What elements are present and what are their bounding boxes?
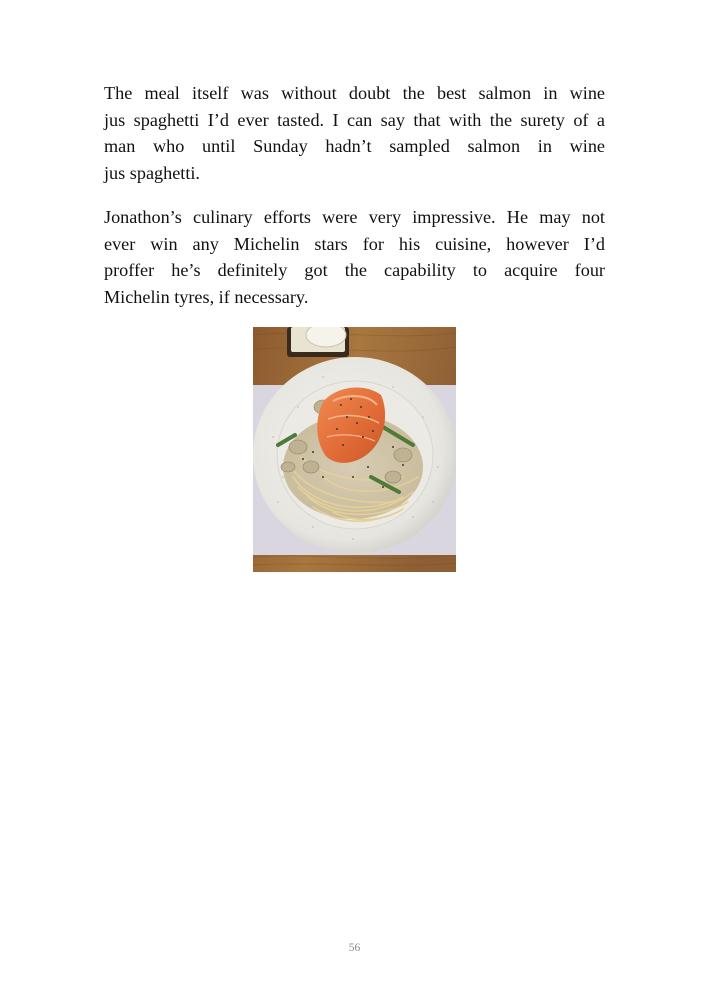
page-number: 56 xyxy=(348,942,361,954)
paragraph-line: man who until Sunday hadn’t sampled salmon in wine xyxy=(104,136,605,157)
paragraph-line: jus spaghetti I’d ever tasted. I can say that with the surety of a xyxy=(104,109,605,130)
salmon-spaghetti-photo xyxy=(253,327,456,572)
paragraph-line: The meal itself was without doubt the best salmon in wine xyxy=(104,83,605,103)
paragraph-line: proffer he’s definitely got the capability to acquire four xyxy=(104,260,605,281)
paragraph-line: Michelin tyres, if necessary. xyxy=(104,287,309,308)
paragraph-line: Jonathon’s culinary efforts were very impressive. He may not xyxy=(104,207,605,227)
paragraph-1 xyxy=(104,80,605,187)
paragraph-2 xyxy=(104,204,605,311)
paragraph-line: ever win any Michelin stars for his cuisine, however I’d xyxy=(104,233,605,254)
paragraph-line: jus spaghetti. xyxy=(104,163,200,184)
